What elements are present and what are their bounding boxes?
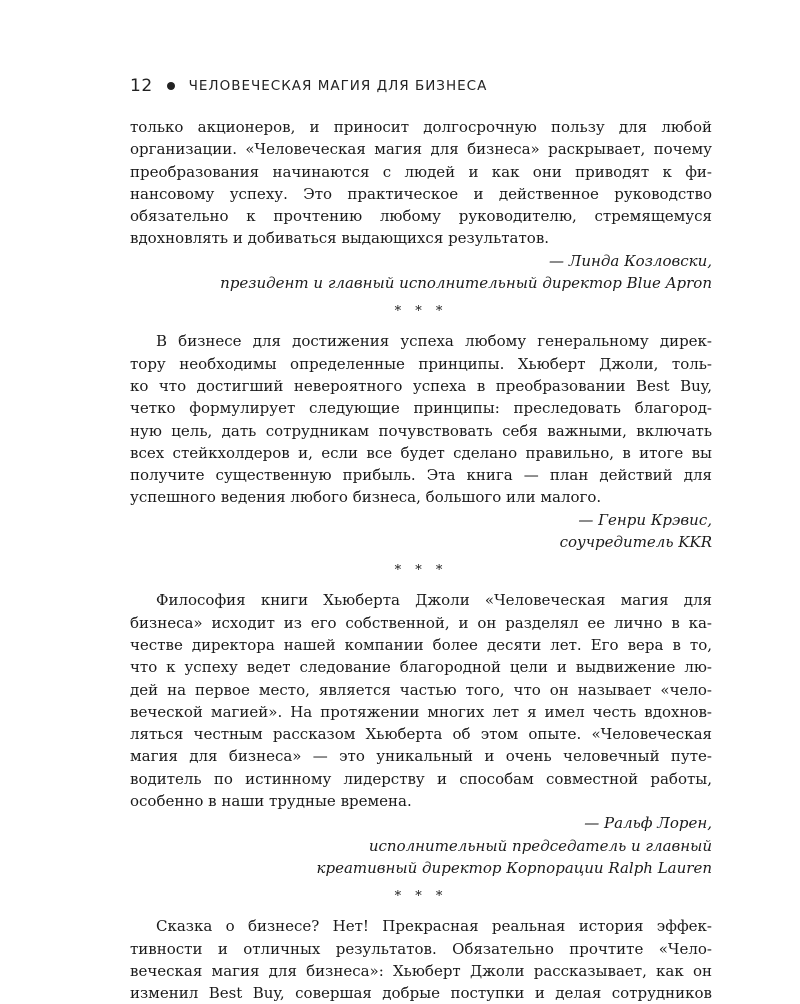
text-line: ляться честным рассказом Хьюберта об этом опыте. «Человеческая xyxy=(130,725,712,744)
text-line: честве директора нашей компании более десяти лет. Его вера в то, xyxy=(130,635,712,654)
running-header-title: ЧЕЛОВЕЧЕСКАЯ МАГИЯ ДЛЯ БИЗНЕСА xyxy=(188,78,488,94)
text-line: веческой магией». На протяжении многих лет я имел честь вдохнов- xyxy=(130,702,712,721)
text-line: что к успеху ведет следование благородной цели и выдвижение лю- xyxy=(130,658,712,677)
section-divider: * * * xyxy=(394,304,448,320)
attribution-title: президент и главный исполнительный директор Blue Apron xyxy=(220,274,712,293)
text-line: особенно в наши трудные времена. xyxy=(130,792,412,811)
text-line: преобразования начинаются с людей и как они приводят к фи- xyxy=(130,162,712,181)
text-line: магия для бизнеса» — это уникальный и очень человечный путе- xyxy=(130,747,712,766)
text-line: нансовому успеху. Это практическое и действенное руководство xyxy=(130,184,712,203)
running-header xyxy=(130,74,487,98)
text-line: организации. «Человеческая магия для бизнеса» раскрывает, почему xyxy=(130,140,712,159)
attribution-name: — Ральф Лорен, xyxy=(584,814,712,833)
text-line: тору необходимы определенные принципы. Хьюберт Джоли, толь- xyxy=(130,354,712,373)
section-divider: * * * xyxy=(394,563,448,579)
text-line: водитель по истинному лидерству и способам совместной работы, xyxy=(130,769,712,788)
text-line: бизнеса» исходит из его собственной, и он разделял ее лично в ка- xyxy=(130,613,712,632)
testimonial-block xyxy=(130,116,712,294)
text-line: изменил Best Buy, совершая добрые поступки и делая сотрудников xyxy=(130,984,712,1003)
section-divider: * * * xyxy=(394,889,448,905)
text-line: тивности и отличных результатов. Обязательно прочтите «Чело- xyxy=(130,939,712,958)
testimonial-block xyxy=(130,915,712,1004)
text-line: ко что достигший невероятного успеха в преобразовании Best Buy, xyxy=(130,376,712,395)
text-line: ную цель, дать сотрудникам почувствовать себя важными, включать xyxy=(130,421,712,440)
text-line: четко формулирует следующие принципы: преследовать благород- xyxy=(130,399,712,418)
text-line: веческая магия для бизнеса»: Хьюберт Джоли рассказывает, как он xyxy=(130,961,712,980)
attribution-name: — Линда Козловски, xyxy=(549,251,712,270)
text-line: вдохновлять и добиваться выдающихся результатов. xyxy=(130,229,550,248)
attribution-title: соучредитель KKR xyxy=(559,533,712,552)
attribution-title: исполнительный председатель и главный xyxy=(368,836,712,855)
text-line: Сказка о бизнесе? Нет! Прекрасная реальная история эффек- xyxy=(156,917,712,936)
text-line: успешного ведения любого бизнеса, большого или малого. xyxy=(130,488,602,507)
bullet-dot-icon xyxy=(167,82,175,90)
attribution-name: — Генри Крэвис, xyxy=(578,510,712,529)
testimonial-block xyxy=(130,330,712,553)
text-line: обязательно к прочтению любому руководителю, стремящемуся xyxy=(130,207,712,226)
text-line: получите существенную прибыль. Эта книга — план действий для xyxy=(130,466,712,485)
page-number: 12 xyxy=(130,76,153,96)
text-line: В бизнесе для достижения успеха любому генеральному дирек- xyxy=(156,332,712,351)
testimonial-block xyxy=(130,589,712,879)
text-line: Философия книги Хьюберта Джоли «Человеческая магия для xyxy=(156,591,712,610)
attribution-title: креативный директор Корпорации Ralph Lauren xyxy=(316,858,712,877)
page-content xyxy=(130,116,712,1004)
text-line: только акционеров, и приносит долгосрочную пользу для любой xyxy=(130,118,712,136)
text-line: дей на первое место, является частью того, что он называет «чело- xyxy=(130,680,712,699)
text-line: всех стейкхолдеров и, если все будет сделано правильно, в итоге вы xyxy=(130,443,712,462)
